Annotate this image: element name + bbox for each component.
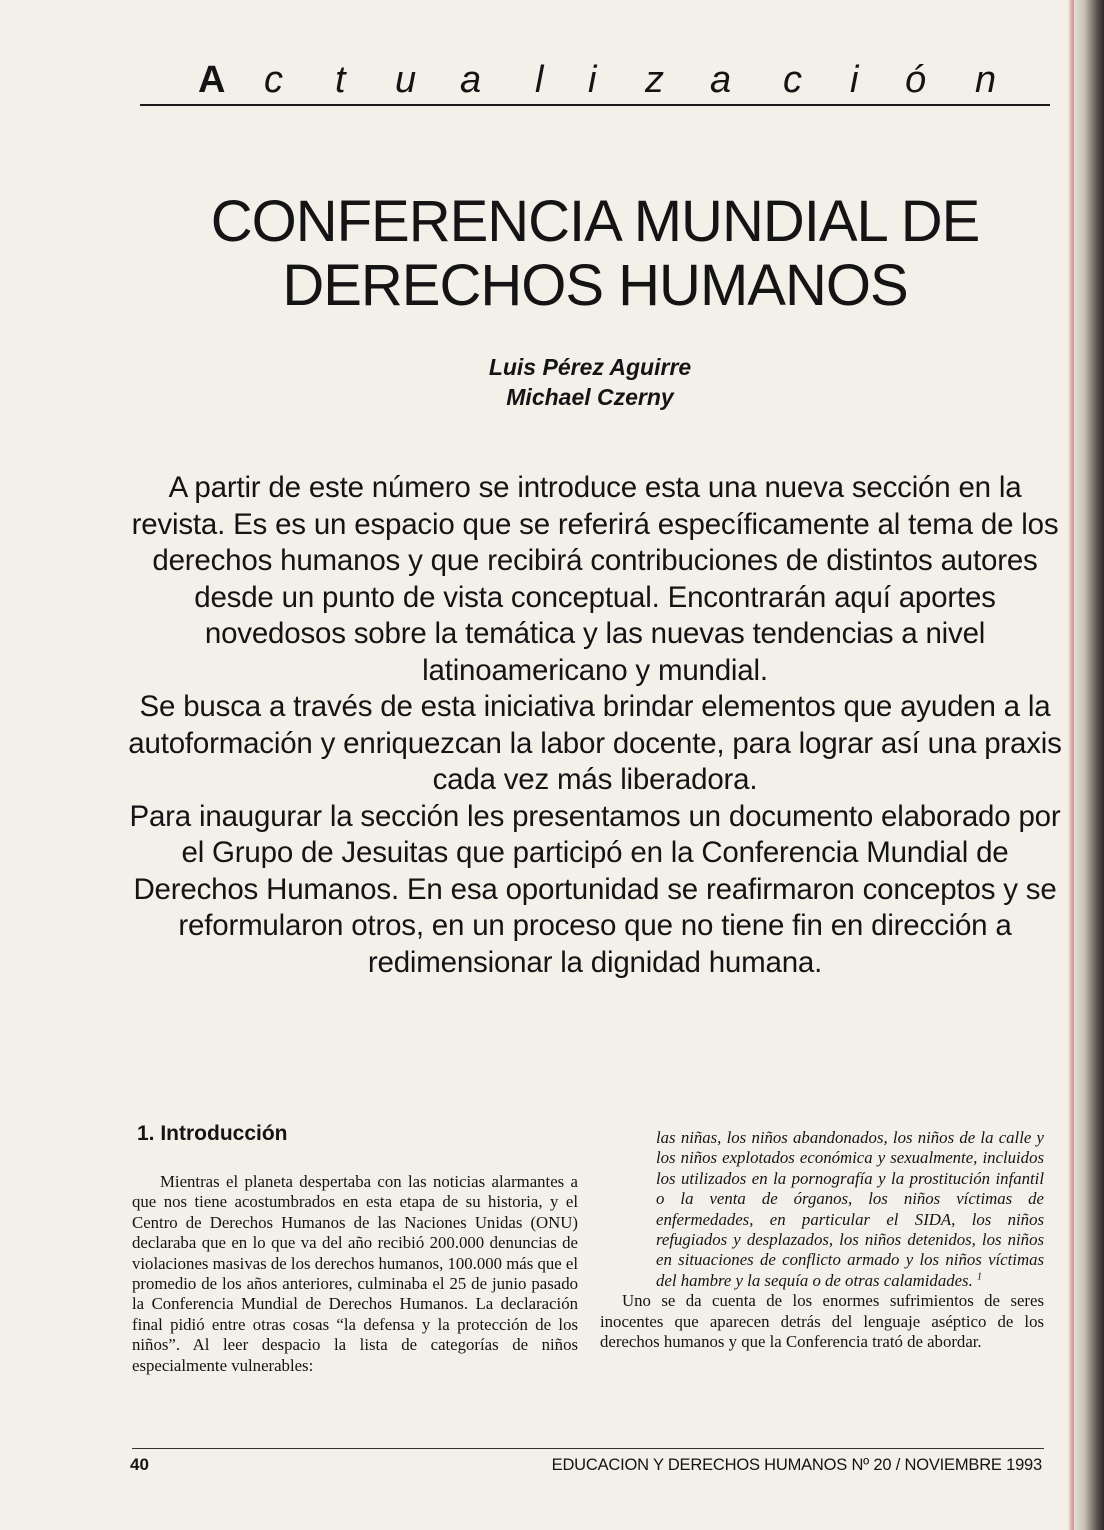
section-letter: i	[850, 59, 859, 101]
quote-text: las niñas, los niños abandonados, los niños de la calle y los niños explotados económica y sexualmente, incluidos los utilizados en la pornografía y la prostitución infantil o la venta de órganos, los niños víctimas de enfermedades, en particular el SIDA, los niños refugiados y desplazados, los niños detenidos, los niños en situaciones de conflicto armado y los niños víctimas del hambre y la sequía o de otras calamidades.	[656, 1128, 1044, 1290]
section-letter: t	[335, 59, 346, 101]
editorial-intro	[120, 470, 1070, 981]
section-heading: 1. Introducción	[137, 1122, 288, 1145]
section-letter: c	[783, 59, 802, 101]
page-edge-shadow	[1068, 0, 1104, 1530]
section-letter: u	[395, 59, 417, 101]
section-letter: n	[975, 59, 997, 101]
section-letter: l	[535, 59, 544, 101]
section-letter: a	[710, 59, 732, 101]
section-letter: c	[264, 59, 283, 101]
left-column	[132, 1172, 578, 1376]
section-letter: a	[460, 59, 482, 101]
author-list	[380, 352, 800, 412]
author-name: Luis Pérez Aguirre	[488, 354, 692, 380]
journal-footer: EDUCACION Y DERECHOS HUMANOS Nº 20 / NOVIEMBRE 1993	[551, 1456, 1042, 1474]
intro-paragraph: Se busca a través de esta iniciativa brindar elementos que ayuden a la autoformación y enriquezcan la labor docente, para lograr así una praxis cada vez más liberadora.	[128, 690, 1062, 796]
title-line: DERECHOS HUMANOS	[282, 253, 908, 318]
title-line: CONFERENCIA MUNDIAL DE	[210, 189, 980, 254]
section-letter: i	[588, 59, 597, 101]
intro-paragraph: Para inaugurar la sección les presentamos un documento elaborado por el Grupo de Jesuitas que participó en la Conferencia Mundial de Derechos Humanos. En esa oportunidad se reafirmaron conceptos y se reformularon otros, en un proceso que no tiene fin en dirección a redimensionar la dignidad humana.	[129, 799, 1061, 979]
right-column	[600, 1128, 1044, 1352]
block-quote	[600, 1128, 1044, 1291]
body-paragraph: Uno se da cuenta de los enormes sufrimientos de seres inocentes que aparecen detrás del lenguaje aséptico de los derechos humanos y que la Conferencia trató de abordar.	[600, 1291, 1044, 1352]
article-title	[120, 190, 1070, 318]
footer-divider	[132, 1448, 1044, 1449]
section-letter: ó	[905, 59, 927, 101]
section-header	[140, 56, 1050, 106]
section-letter: z	[645, 59, 664, 101]
intro-paragraph: A partir de este número se introduce esta una nueva sección en la revista. Es es un espacio que se referirá específicamente al tema de los derechos humanos y que recibirá contribuciones de distintos autores desde un punto de vista conceptual. Encontrarán aquí aportes novedosos sobre la temática y las nuevas tendencias a nivel latinoamericano y mundial.	[131, 471, 1059, 687]
footnote-marker: 1	[976, 1271, 982, 1283]
body-paragraph: Mientras el planeta despertaba con las noticias alarmantes a que nos tiene acostumbrados en esta etapa de su historia, y el Centro de Derechos Humanos de las Naciones Unidas (ONU) declaraba que en lo que va del año recibió 200.000 denuncias de violaciones masivas de los derechos humanos, 100.000 más que el promedio de los años anteriores, culminaba el 25 de junio pasado la Conferencia Mundial de Derechos Humanos. La declaración final pidió entre otras cosas “la defensa y la protección de los niños”. Al leer despacio la lista de categorías de niños especialmente vulnerables:	[132, 1172, 579, 1375]
page-number: 40	[130, 1455, 149, 1474]
section-letter: A	[198, 59, 226, 101]
author-name: Michael Czerny	[506, 384, 674, 410]
